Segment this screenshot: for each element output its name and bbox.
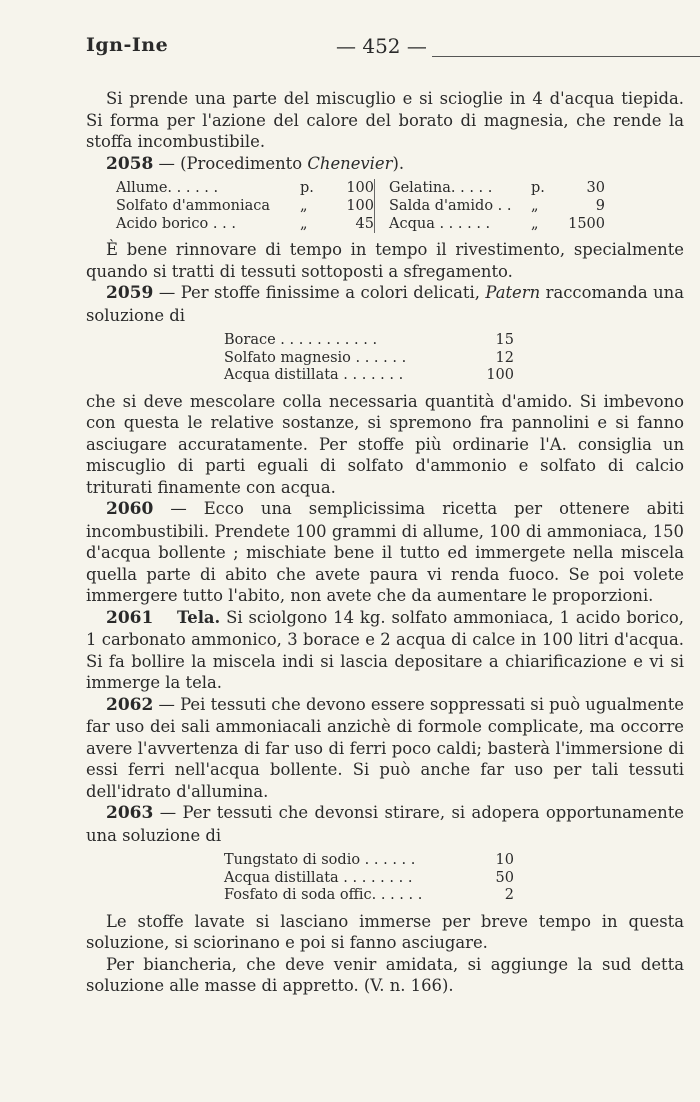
entry-text: — Per stoffe finissime a colori delicati,	[153, 283, 486, 302]
recipe-row	[224, 332, 514, 350]
entry-text: Si sciolgono 14 kg. solfato ammoniaca, 1 acido borico, 1 carbonato ammonico, 3 borace e 2 acqua di calce in 100 litri d'acqua. Si fa bollire la miscela indi si lascia depositare a chiarificazione e vi si immerge la tela.	[86, 607, 685, 692]
ingredient-name: Solfato d'ammoniaca	[116, 198, 271, 214]
recipe-row	[224, 350, 514, 368]
running-head: Ign-Ine	[86, 34, 169, 56]
ingredient-name: Borace . . . . . . . . . . .	[224, 332, 378, 348]
recipe-row	[389, 215, 605, 233]
entry-2058	[86, 153, 684, 176]
ingredient-value: 100	[486, 367, 514, 383]
ingredient-name: Gelatina. . . . .	[389, 180, 493, 196]
recipe-row	[116, 197, 374, 215]
entry-number: 2059	[106, 283, 154, 303]
paragraph-2059-note: che si deve mescolare colla necessaria quantità d'amido. Si imbevono con questa le relative sostanze, si spremono fra pannolini e si fanno asciugare accuratamente. Per stoffe più ordinarie l'A. consiglia un miscuglio di parti eguali di solfato d'ammonio e solfato di calcio triturati finamente con acqua.	[86, 391, 684, 497]
entry-2061	[86, 607, 684, 694]
paragraph-2058-note: È bene rinnovare di tempo in tempo il rivestimento, specialmente quando si tratti di tessuti sottoposti a sfregamento.	[86, 240, 684, 281]
entry-2059	[86, 282, 684, 326]
recipe-column-left	[116, 179, 374, 233]
entry-number: 2063	[106, 803, 154, 823]
ingredient-value: 100	[346, 180, 374, 196]
ingredient-value: 50	[495, 869, 514, 886]
ingredient-unit: p.	[300, 180, 314, 196]
ingredient-value: 100	[346, 198, 374, 214]
entry-text: — Ecco una semplicissima ricetta per ottenere abiti incombustibili. Prendete 100 grammi di allume, 100 di ammoniaca, 150 d'acqua bollente ; mischiate bene il tutto ed immergete nella miscela quella parte di abito che avete paura vi renda fuoco. Se poi volete immergere tutto l'abito, non avete che da aumentare le proporzioni.	[86, 499, 684, 605]
recipe-row	[224, 852, 514, 870]
recipe-table-2058	[116, 179, 684, 233]
ingredient-name: Tungstato di sodio . . . . . .	[224, 852, 416, 868]
paragraph-intro: Si prende una parte del miscuglio e si scioglie in 4 d'acqua tiepida. Si forma per l'azione del calore del borato di magnesia, che rende la stoffa incombustibile.	[86, 89, 684, 151]
recipe-row	[224, 870, 514, 888]
entry-author: Patern	[485, 283, 541, 302]
ingredient-name: Acqua distillata . . . . . . .	[224, 367, 404, 383]
page-body	[86, 88, 684, 997]
ingredient-unit: „	[531, 198, 539, 214]
page-number: — 452 —	[336, 34, 427, 58]
ingredient-name: Salda d'amido . .	[389, 198, 512, 214]
entry-text: — Pei tessuti che devono essere soppressati si può ugualmente far uso dei sali ammoniacali anzichè di formole complicate, ma occorre avere l'avvertenza di far uso di ferri poco caldi; basterà l'immersione di essi ferri nell'acqua bollente. Si può anche far uso per tali tessuti dell'idrato d'allumina.	[86, 694, 684, 801]
ingredient-unit: p.	[531, 180, 545, 196]
ingredient-name: Acqua distillata . . . . . . . .	[224, 869, 413, 886]
recipe-row	[116, 215, 374, 233]
ingredient-name: Solfato magnesio . . . . . .	[224, 349, 407, 366]
recipe-list-2063	[224, 852, 514, 905]
entry-text-end: ).	[392, 153, 405, 173]
paragraph-2063-note: Le stoffe lavate si lasciano immerse per breve tempo in questa soluzione, si sciorinano e poi si fanno asciugare.	[86, 911, 684, 952]
ingredient-unit: „	[531, 216, 539, 232]
ingredient-unit: „	[300, 216, 308, 232]
ingredient-name: Allume. . . . . .	[116, 180, 219, 196]
entry-number: 2060	[106, 499, 154, 519]
recipe-column-right	[374, 179, 605, 233]
recipe-list-2059	[224, 332, 514, 385]
ingredient-value: 10	[495, 852, 514, 868]
ingredient-value: 15	[495, 332, 514, 348]
entry-2060	[86, 498, 684, 607]
recipe-row	[116, 179, 374, 197]
entry-2063	[86, 802, 684, 846]
recipe-row	[389, 179, 605, 197]
ingredient-value: 45	[355, 216, 374, 232]
recipe-row	[224, 367, 514, 385]
recipe-row	[389, 197, 605, 215]
entry-text: — (Procedimento	[153, 153, 308, 173]
ingredient-value: 12	[495, 349, 514, 366]
entry-number: 2062	[106, 694, 154, 715]
entry-2062	[86, 694, 684, 803]
header-rule	[432, 56, 700, 57]
ingredient-value: 9	[595, 198, 605, 214]
entry-number: 2058	[106, 153, 154, 174]
ingredient-name: Acido borico . . .	[116, 216, 236, 232]
entry-text-end: raccomanda una soluzione di	[86, 283, 684, 325]
ingredient-value: 2	[504, 887, 514, 903]
ingredient-unit: „	[300, 198, 308, 214]
ingredient-value: 30	[586, 180, 605, 196]
page-header	[86, 34, 686, 62]
ingredient-name: Acqua . . . . . .	[389, 216, 491, 232]
recipe-row	[224, 887, 514, 905]
ingredient-name: Fosfato di soda offic. . . . . .	[224, 887, 423, 903]
entry-number: 2061	[106, 607, 154, 628]
ingredient-value: 1500	[568, 216, 605, 232]
entry-author: Chenevier	[307, 153, 393, 173]
entry-text: — Per tessuti che devonsi stirare, si adopera opportunamente una soluzione di	[86, 803, 684, 845]
entry-heading: Tela.	[176, 607, 221, 627]
paragraph-2063-biancheria: Per biancheria, che deve venir amidata, si aggiunge la sud detta soluzione alle masse di appretto. (V. n. 166).	[86, 954, 684, 995]
